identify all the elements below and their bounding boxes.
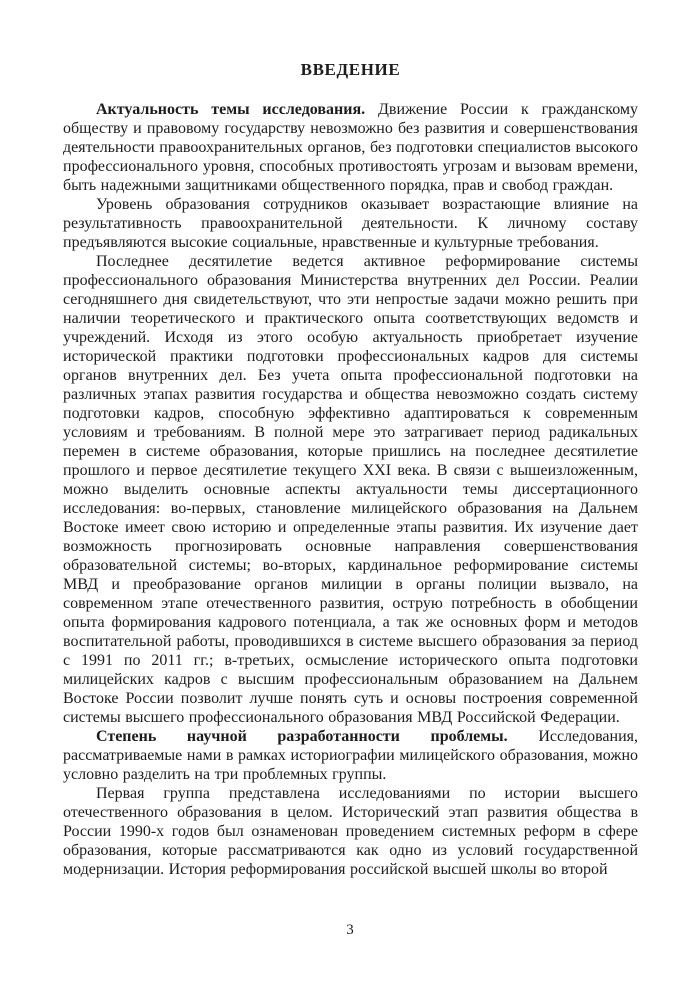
paragraph-lead-elaboration: Степень научной разработанности проблемы. bbox=[96, 728, 508, 745]
paragraph-first-group bbox=[63, 784, 638, 879]
page-number: 3 bbox=[346, 922, 354, 938]
paragraph-scientific-elaboration bbox=[63, 727, 638, 784]
paragraph-lead-actuality: Актуальность темы исследования. bbox=[96, 101, 366, 118]
paragraph-text: Исследования, рассматриваемые нами в рамках историографии милицейского образования, можно условно разделить на три проблемных группы. bbox=[63, 728, 639, 783]
paragraph-text: Уровень образования сотрудников оказывает возрастающие влияние на результативность правоохранительной деятельности. К личному составу предъявляются высокие социальные, нравственные и культурные требования. bbox=[63, 196, 638, 251]
paragraph-text: Первая группа представлена исследованиями по истории высшего отечественного образования в целом. Исторический этап развития общества в России 1990-х годов был ознаменован проведением системных реформ в сфере образования, которые рассматриваются как одно из условий государственной модернизации. История реформирования российской высшей школы во второй bbox=[63, 785, 638, 878]
paragraph-text: Последнее десятилетие ведется активное реформирование системы профессионального образования Министерства внутренних дел России. Реалии сегодняшнего дня свидетельствуют, что эти непростые задачи можно решить при наличии теоретического и практического опыта соответствующих ведомств и учреждений. Исходя из этого особую актуальность приобретает изучение исторической практики подготовки профессиональных кадров для системы органов внутренних дел. Без учета опыта профессиональной подготовки на различных этапах развития государства и общества невозможно создать систему подготовки кадров, способную эффективно адаптироваться к современным условиям и требованиям. В полной мере это затрагивает период радикальных перемен в системе образования, которые пришлись на последнее десятилетие прошлого и первое десятилетие текущего XXI века. В связи с вышеизложенным, можно выделить основные аспекты актуальности темы диссертационного исследования: во-первых, становление милицейского образования на Дальнем Востоке имеет свою историю и определенные этапы развития. Их изучение дает возможность прогнозировать основные направления совершенствования образовательной системы; во-вторых, кардинальное реформирование системы МВД и преобразование органов милиции в органы полиции вызвало, на современном этапе отечественного развития, острую потребность в обобщении опыта формирования кадрового потенциала, а так же основных форм и методов воспитательной работы, проводившихся в системе высшего образования за период с 1991 по 2011 гг.; в-третьих, осмысление исторического опыта подготовки милицейских кадров с высшим профессиональным образованием на Дальнем Востоке России позволит лучше понять суть и основы построения современной системы высшего профессионального образования МВД Российской Федерации. bbox=[63, 253, 638, 726]
page-title: ВВЕДЕНИЕ bbox=[300, 60, 401, 79]
paragraph-education-level bbox=[63, 195, 638, 252]
paragraph-actuality bbox=[63, 100, 638, 195]
paragraph-text: Движение России к гражданскому обществу и правовому государству невозможно без развития и совершенствования деятельности правоохранительных органов, без подготовки специалистов высокого профессионального уровня, способных противостоять угрозам и вызовам времени, быть надежными защитниками общественного порядка, прав и свобод граждан. bbox=[63, 101, 639, 194]
paragraph-reform bbox=[63, 252, 638, 727]
text-block bbox=[63, 60, 638, 879]
